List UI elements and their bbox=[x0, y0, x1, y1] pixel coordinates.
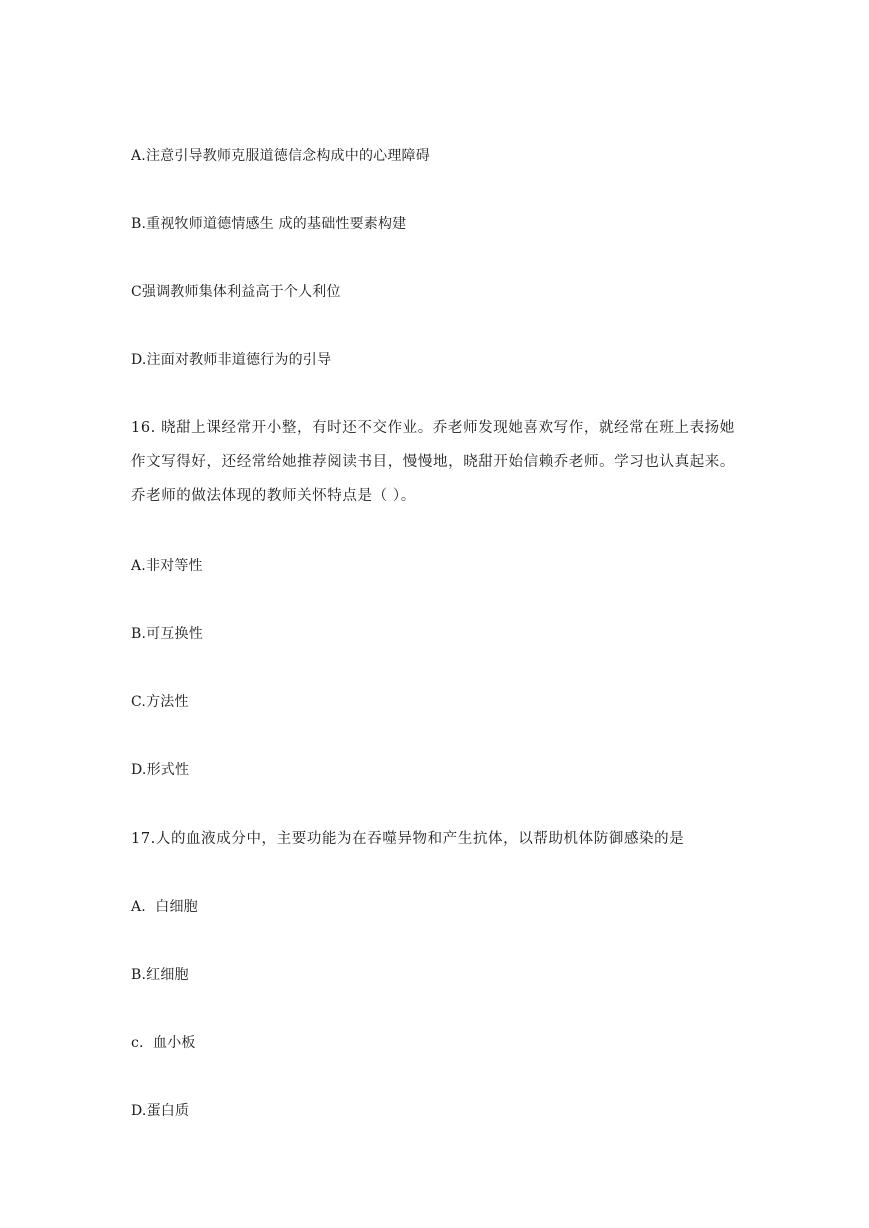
question-16-stem-line-1: 16. 晓甜上课经常开小整，有时还不交作业。乔老师发现她喜欢写作，就经常在班上表扬她 bbox=[131, 420, 735, 436]
option-c-q16: C.方法性 bbox=[131, 694, 189, 710]
option-b-q16: B.可互换性 bbox=[131, 626, 203, 642]
option-a-q16: A.非对等性 bbox=[131, 558, 203, 574]
question-16-stem-line-2: 作文写得好，还经常给她推荐阅读书目，慢慢地，晓甜开始信赖乔老师。学习也认真起来。 bbox=[131, 454, 735, 470]
question-16-stem-line-3: 乔老师的做法体现的教师关怀特点是（ ）。 bbox=[131, 488, 416, 504]
option-b-q17: B.红细胞 bbox=[131, 967, 189, 983]
option-b-q15: B.重视牧师道德情感生 成的基础性要素构建 bbox=[131, 216, 407, 232]
option-c-q17: c. 血小板 bbox=[131, 1035, 196, 1051]
option-c-q15: C强调教师集体利益高于个人利位 bbox=[131, 284, 341, 300]
option-a-q15: A.注意引导教师克服道德信念构成中的心理障碍 bbox=[131, 148, 430, 164]
option-d-q16: D.形式性 bbox=[131, 762, 190, 778]
option-a-q17: A. 白细胞 bbox=[131, 899, 198, 915]
option-d-q15: D.注面对教师非道德行为的引导 bbox=[131, 352, 332, 368]
option-d-q17: D.蛋白质 bbox=[131, 1103, 190, 1119]
question-17-stem: 17.人的血液成分中，主要功能为在吞噬异物和产生抗体，以帮助机体防御感染的是 bbox=[131, 831, 685, 847]
